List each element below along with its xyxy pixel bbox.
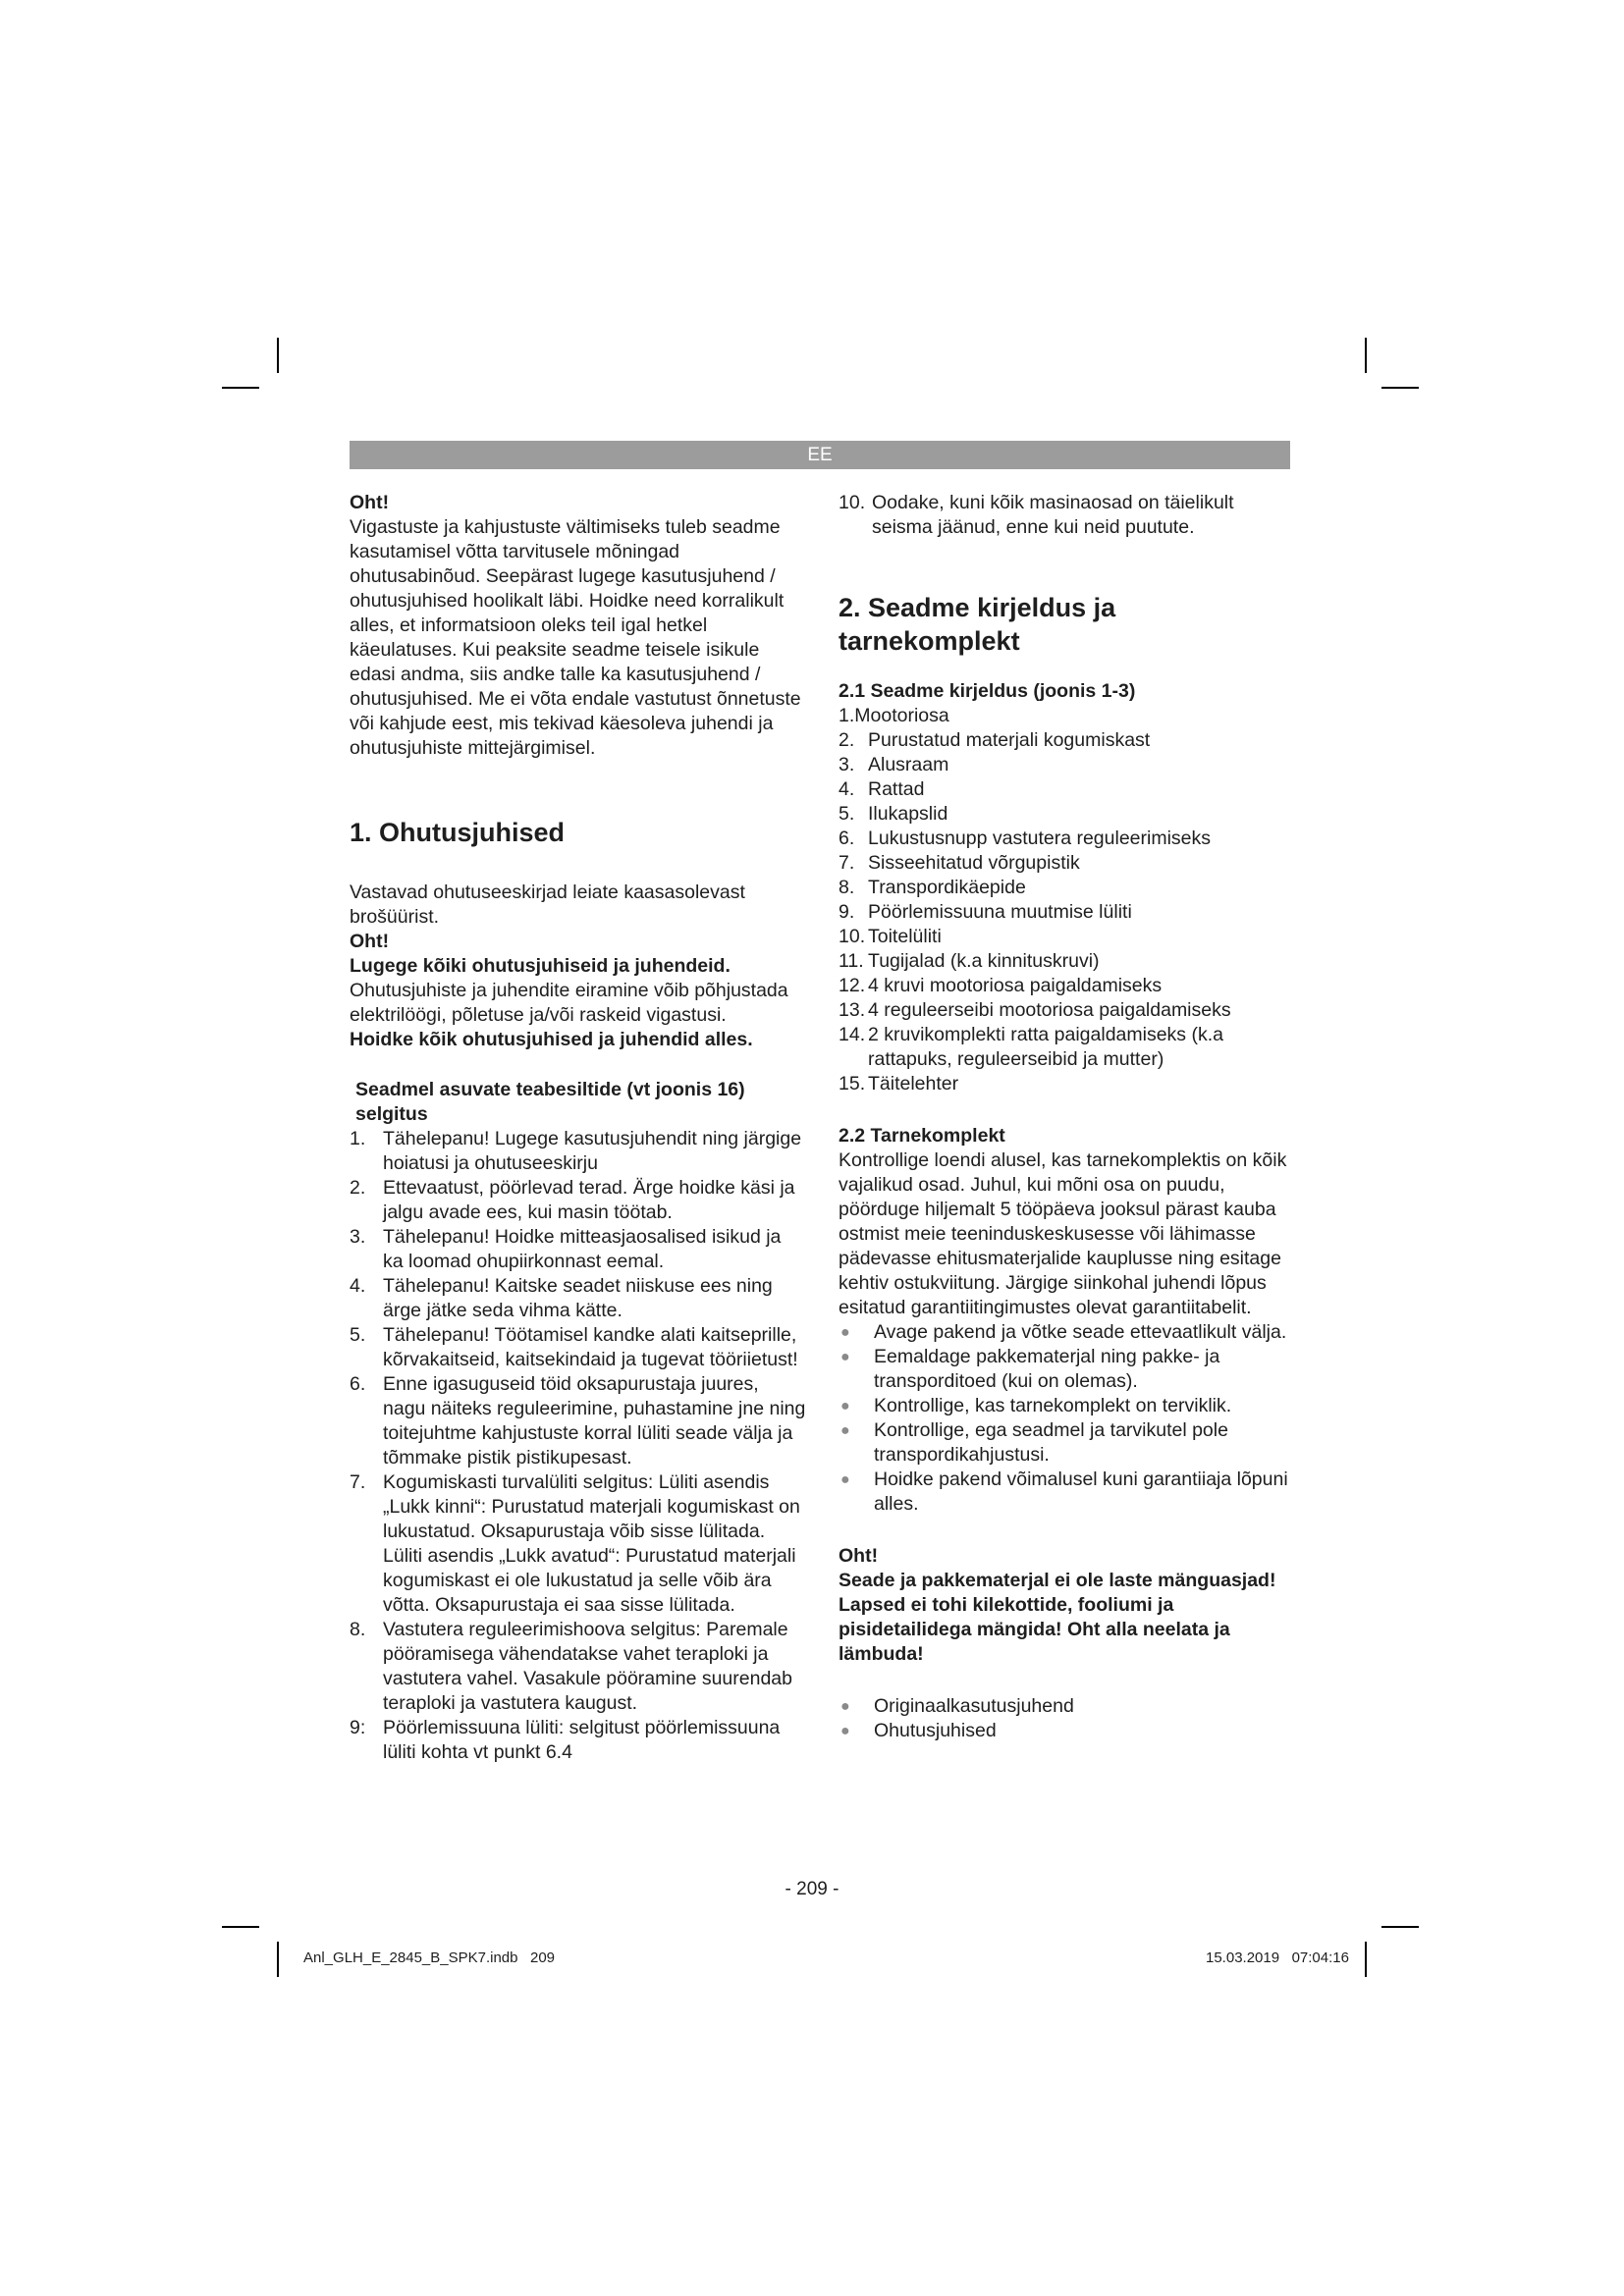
list-item: 3. Tähelepanu! Hoidke mitteasjaosalised isikud ja ka loomad ohupiirkonnast eemal. [350, 1226, 782, 1272]
crop-mark-top-right-h [1381, 387, 1419, 389]
list-item: 4. Tähelepanu! Kaitske seadet niiskuse ees ning ärge jätke seda vihma kätte. [350, 1275, 773, 1321]
list-item: ● Avage pakend ja võtke seade ettevaatlikult välja. [840, 1321, 1287, 1343]
parts-list [839, 704, 1290, 1096]
bullet-icon: ● [840, 1349, 850, 1365]
list-item: 7. Sisseehitatud võrgupistik [839, 852, 1080, 874]
list-item: 9. Pöörlemissuuna muutmise lüliti [839, 901, 1132, 923]
list-item: 10. Toitelüliti [839, 926, 942, 947]
bullet-icon: ● [840, 1698, 850, 1715]
crop-mark-bottom-left-h [222, 1926, 259, 1928]
list-item: 6. Lukustusnupp vastutera reguleerimiseks [839, 828, 1212, 849]
list-item: 1. Tähelepanu! Lugege kasutusjuhendit ning järgige hoiatusi ja ohutuseeskirju [350, 1128, 802, 1174]
list-item: 12. 4 kruvi mootoriosa paigaldamiseks [839, 975, 1163, 996]
list-item: 4. Rattad [839, 778, 925, 800]
warning-text: Seade ja pakkematerjal ei ole laste mänguasjad! Lapsed ei tohi kilekottide, fooliumi ja pisidetailidega mängida! Oht alla neelata ja lämbuda! [839, 1570, 1276, 1665]
list-item: 8. Vastutera reguleerimishoova selgitus: Paremale pööramisega vähendatakse vahet teraploki ja vastutera vahel. Vasakule pööramine suurendab teraploki ja vastutera kaugust. [350, 1619, 792, 1714]
list-item: 11. Tugijalad (k.a kinnituskruvi) [839, 950, 1100, 972]
list-item: ● Originaalkasutusjuhend [840, 1695, 1074, 1717]
section-1-title: 1. Ohutusjuhised [350, 818, 566, 847]
section-2-title: 2. Seadme kirjeldus ja tarnekomplekt [839, 593, 1116, 656]
labels-list-continued [839, 491, 1290, 540]
bullet-icon: ● [840, 1422, 850, 1439]
list-item: 2. Purustatud materjali kogumiskast [839, 729, 1151, 751]
warning-title: Oht! [839, 1545, 879, 1567]
crop-mark-bottom-right-h [1381, 1926, 1419, 1928]
bullet-icon: ● [840, 1324, 850, 1341]
list-item: 5. Ilukapslid [839, 803, 948, 825]
crop-mark-top-left-h [222, 387, 259, 389]
list-item: ● Ohutusjuhised [840, 1720, 997, 1741]
list-item: 8. Transpordikäepide [839, 877, 1026, 898]
footer-file: Anl_GLH_E_2845_B_SPK7.indb 209 [303, 1949, 556, 1966]
subsection-2-2-title: 2.2 Tarnekomplekt [839, 1125, 1005, 1147]
section-1-intro: Vastavad ohutuseeskirjad leiate kaasasolevast brošüürist. [350, 881, 745, 928]
crop-mark-bottom-right-v [1365, 1942, 1367, 1977]
list-item: 5. Tähelepanu! Töötamisel kandke alati kaitseprille, kõrvakaitseid, kaitsekindaid ja tugevat tööriietust! [350, 1324, 798, 1370]
crop-mark-top-right-v [1365, 338, 1367, 373]
warning-lead: Lugege kõiki ohutusjuhiseid ja juhendeid. [350, 955, 731, 977]
left-column [350, 491, 806, 1765]
list-item: 14. 2 kruvikomplekti ratta paigaldamiseks (k.a rattapuks, reguleerseibid ja mutter) [839, 1024, 1223, 1070]
warning-title: Oht! [350, 492, 390, 513]
language-code: EE [807, 445, 833, 465]
list-item: 9: Pöörlemissuuna lüliti: selgitust pöörlemissuuna lüliti kohta vt punkt 6.4 [350, 1717, 781, 1763]
list-item: 3. Alusraam [839, 754, 949, 775]
crop-mark-top-left-v [277, 338, 279, 373]
warning-title: Oht! [350, 931, 390, 952]
crop-mark-bottom-left-v [277, 1942, 279, 1977]
list-item: ● Kontrollige, kas tarnekomplekt on terviklik. [840, 1395, 1232, 1416]
list-item: 2. Ettevaatust, pöörlevad terad. Ärge hoidke käsi ja jalgu avade ees, kui masin töötab. [350, 1177, 795, 1223]
bullet-icon: ● [840, 1723, 850, 1739]
list-item: ● Hoidke pakend võimalusel kuni garantiiaja lõpuni alles. [840, 1468, 1288, 1515]
warning-text: Ohutusjuhiste ja juhendite eiramine võib põhjustada elektrilöögi, põletuse ja/või raskeid vigastusi. [350, 980, 788, 1026]
right-column [839, 491, 1290, 1743]
list-item: 10. Oodake, kuni kõik masinaosad on täielikult seisma jäänud, enne kui neid puutute. [839, 492, 1234, 538]
footer-timestamp: 15.03.2019 07:04:16 [1206, 1949, 1349, 1966]
delivery-text: Kontrollige loendi alusel, kas tarnekomplektis on kõik vajalikud osad. Juhul, kui mõni osa on puudu, pöörduge hiljemalt 5 tööpäeva jooksul pärast kauba ostmist meie teeninduskeskusesse või lähimasse pädevasse ehitusmaterjalide kauplusse ning esitage kehtiv ostukviitung. Järgige siinkohal juhendi lõpus esitatud garantiitingimustes olevat garantiitabelit. [839, 1149, 1287, 1318]
list-item: 6. Enne igasuguseid töid oksapurustaja juures, nagu näiteks reguleerimine, puhastamine jne ning toitejuhtme kahjustuste korral lüliti seade välja ja tõmmake pistik pistikupesast. [350, 1373, 806, 1468]
list-item: ● Kontrollige, ega seadmel ja tarvikutel pole transpordikahjustusi. [840, 1419, 1228, 1466]
bullet-icon: ● [840, 1471, 850, 1488]
list-item: ● Eemaldage pakkematerjal ning pakke- ja transporditoed (kui on olemas). [840, 1346, 1220, 1392]
included-documents [839, 1694, 1290, 1743]
list-item: 1.Mootoriosa [839, 705, 949, 726]
list-item: 7. Kogumiskasti turvalüliti selgitus: Lüliti asendis „Lukk kinni“: Purustatud materjali kogumiskast on lukustatud. Oksapurustaja võib sisse lülitada. Lüliti asendis „Lukk avatud“: Purustatud materjali kogumiskast ei ole lukustatud ja selle võib ära võtta. Oksapurustaja ei saa sisse lülitada. [350, 1471, 800, 1616]
warning-keep: Hoidke kõik ohutusjuhised ja juhendid alles. [350, 1029, 753, 1050]
list-item: 15. Täitelehter [839, 1073, 959, 1095]
labels-list [350, 1127, 806, 1765]
language-header-bar [350, 441, 1290, 469]
warning-text: Vigastuste ja kahjustuste vältimiseks tuleb seadme kasutamisel võtta tarvitusele mõningad ohutusabinõud. Seepärast lugege kasutusjuhend / ohutusjuhised hoolikalt läbi. Hoidke need korralikult alles, et informatsioon oleks teil igal hetkel käeulatuses. Kui peaksite seadme teisele isikule edasi andma, siis andke talle ka kasutusjuhend / ohutusjuhised. Me ei võta endale vastutust õnnetuste või kahjude eest, mis tekivad käesoleva juhendi ja ohutusjuhiste mittejärgimisel. [350, 516, 801, 759]
delivery-steps [839, 1320, 1290, 1517]
labels-title: Seadmel asuvate teabesiltide (vt joonis 16) selgitus [355, 1079, 745, 1125]
subsection-2-1-title: 2.1 Seadme kirjeldus (joonis 1-3) [839, 680, 1136, 702]
bullet-icon: ● [840, 1398, 850, 1415]
page-number: - 209 - [785, 1879, 839, 1899]
list-item: 13. 4 reguleerseibi mootoriosa paigaldamiseks [839, 999, 1231, 1021]
